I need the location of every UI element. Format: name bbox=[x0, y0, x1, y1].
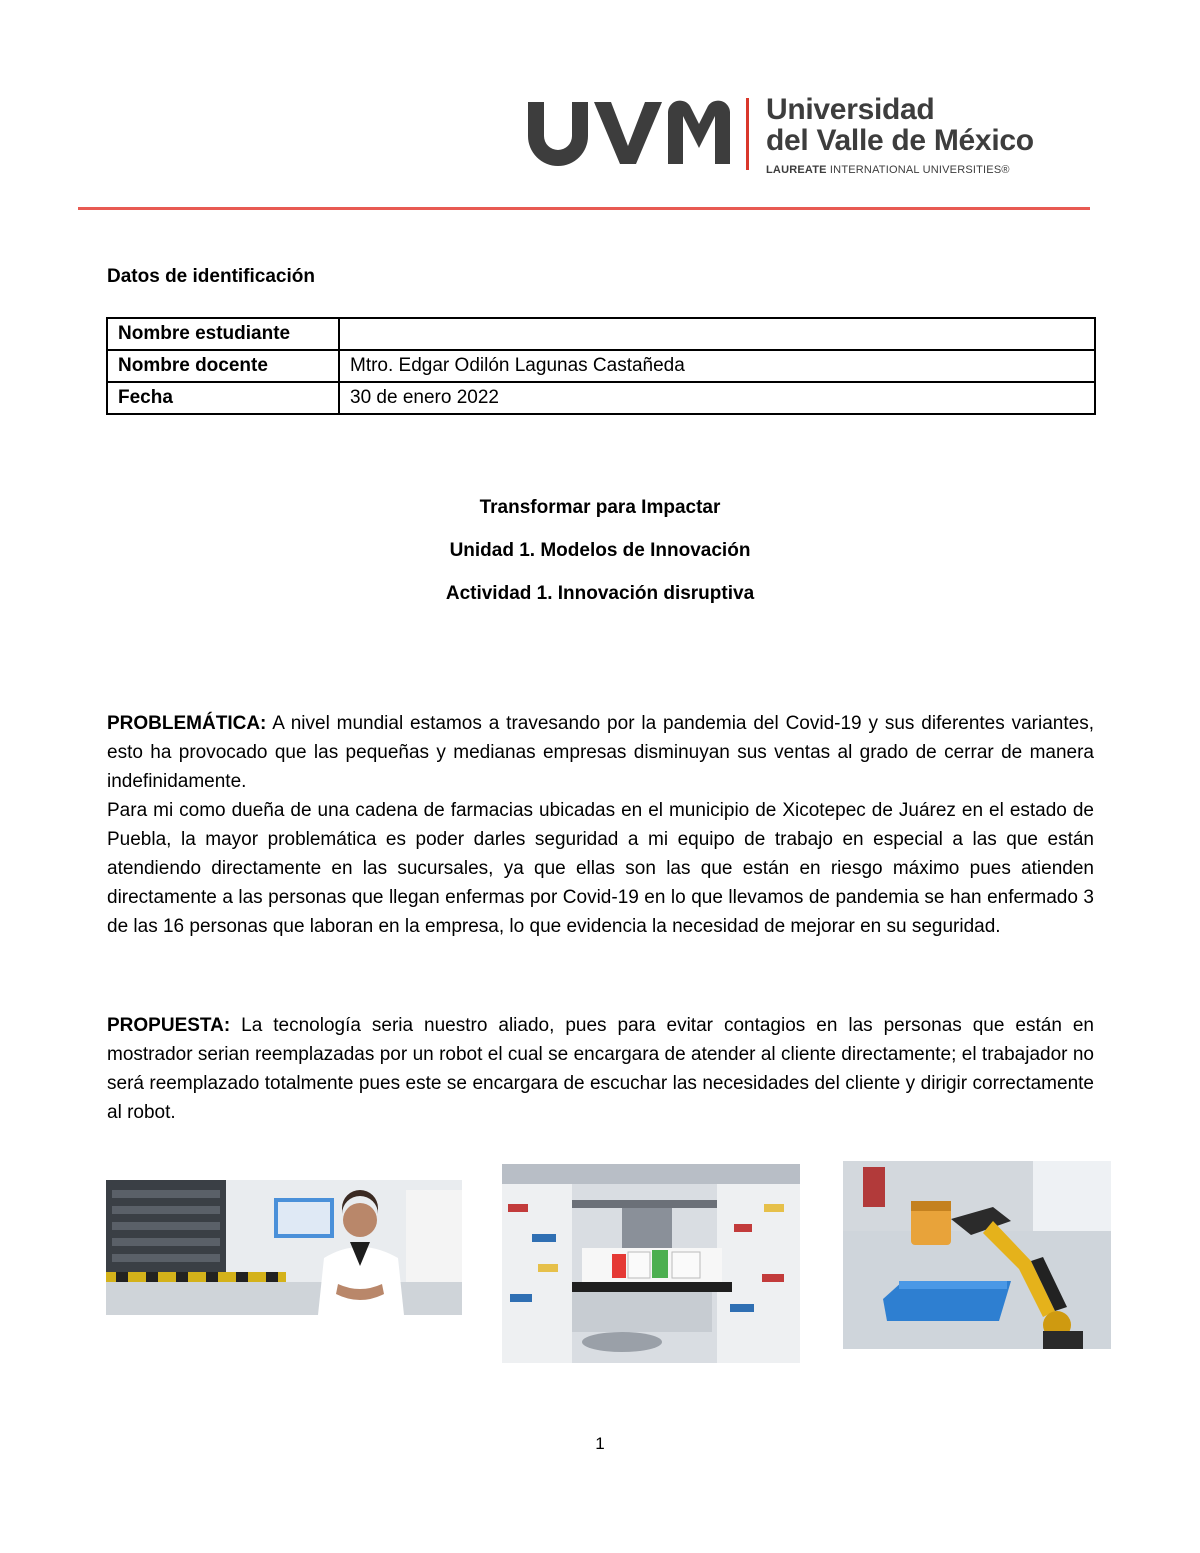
problem-section bbox=[107, 709, 1094, 941]
identification-table bbox=[106, 317, 1096, 415]
logo-divider bbox=[746, 98, 749, 170]
document-titles bbox=[0, 495, 1200, 624]
university-name bbox=[766, 94, 1034, 176]
table-row bbox=[107, 350, 1095, 382]
robotic-arm-photo bbox=[843, 1161, 1111, 1349]
table-row bbox=[107, 382, 1095, 414]
identification-heading: Datos de identificación bbox=[107, 266, 315, 287]
pharmacist-photo bbox=[106, 1180, 462, 1315]
teacher-name-label: Nombre docente bbox=[107, 350, 339, 382]
laureate-tagline-rest: INTERNATIONAL UNIVERSITIES® bbox=[826, 164, 1010, 176]
date-label: Fecha bbox=[107, 382, 339, 414]
university-name-line1: Universidad bbox=[766, 93, 935, 126]
proposal-paragraph bbox=[107, 1011, 1094, 1127]
laureate-tagline-bold: LAUREATE bbox=[766, 164, 827, 176]
proposal-section bbox=[107, 1011, 1094, 1127]
header-divider bbox=[78, 207, 1090, 210]
laureate-tagline bbox=[766, 164, 1034, 176]
problem-label: PROBLEMÁTICA: bbox=[107, 713, 267, 734]
uvm-logo-mark bbox=[522, 92, 732, 172]
teacher-name-value: Mtro. Edgar Odilón Lagunas Castañeda bbox=[339, 350, 1095, 382]
activity-title: Actividad 1. Innovación disruptiva bbox=[445, 583, 755, 604]
date-value: 30 de enero 2022 bbox=[339, 382, 1095, 414]
proposal-text: La tecnología seria nuestro aliado, pues para evitar contagios en las personas que están en mostrador serian reemplazadas por un robot el cual se encargara de atender al cliente directamente; el trabajador no será reemplazado totalmente pues este se encargara de escuchar las necesidades del cliente y dirigir correctamente al robot. bbox=[107, 1015, 1094, 1123]
student-name-label: Nombre estudiante bbox=[107, 318, 339, 350]
pharmacy-robot-shelf-photo bbox=[502, 1164, 800, 1363]
problem-paragraph bbox=[107, 709, 1094, 796]
proposal-label: PROPUESTA: bbox=[107, 1015, 231, 1036]
problem-text: A nivel mundial estamos a travesando por la pandemia del Covid-19 y sus diferentes variantes, esto ha provocado que las pequeñas y medianas empresas disminuyan sus ventas al grado de cerrar de manera indefinidamente. bbox=[107, 713, 1094, 792]
unit-title: Unidad 1. Modelos de Innovación bbox=[449, 540, 751, 561]
university-name-line2: del Valle de México bbox=[766, 124, 1034, 157]
problem-detail-paragraph: Para mi como dueña de una cadena de farmacias ubicadas en el municipio de Xicotepec de Juárez en el estado de Puebla, la mayor problemática es poder darles seguridad a mi equipo de trabajo en especial a las que están atendiendo directamente en las sucursales, ya que ellas son las que están en riesgo máximo pues atienden directamente a las personas que llegan enfermas por Covid-19 en lo que llevamos de pandemia se han enfermado 3 de las 16 personas que laboran en la empresa, lo que evidencia la necesidad de mejorar en su seguridad. bbox=[107, 800, 1094, 937]
table-row bbox=[107, 318, 1095, 350]
page-number: 1 bbox=[595, 1434, 605, 1453]
university-logo bbox=[522, 92, 1042, 182]
student-name-value bbox=[339, 318, 1095, 350]
course-title: Transformar para Impactar bbox=[479, 497, 721, 518]
